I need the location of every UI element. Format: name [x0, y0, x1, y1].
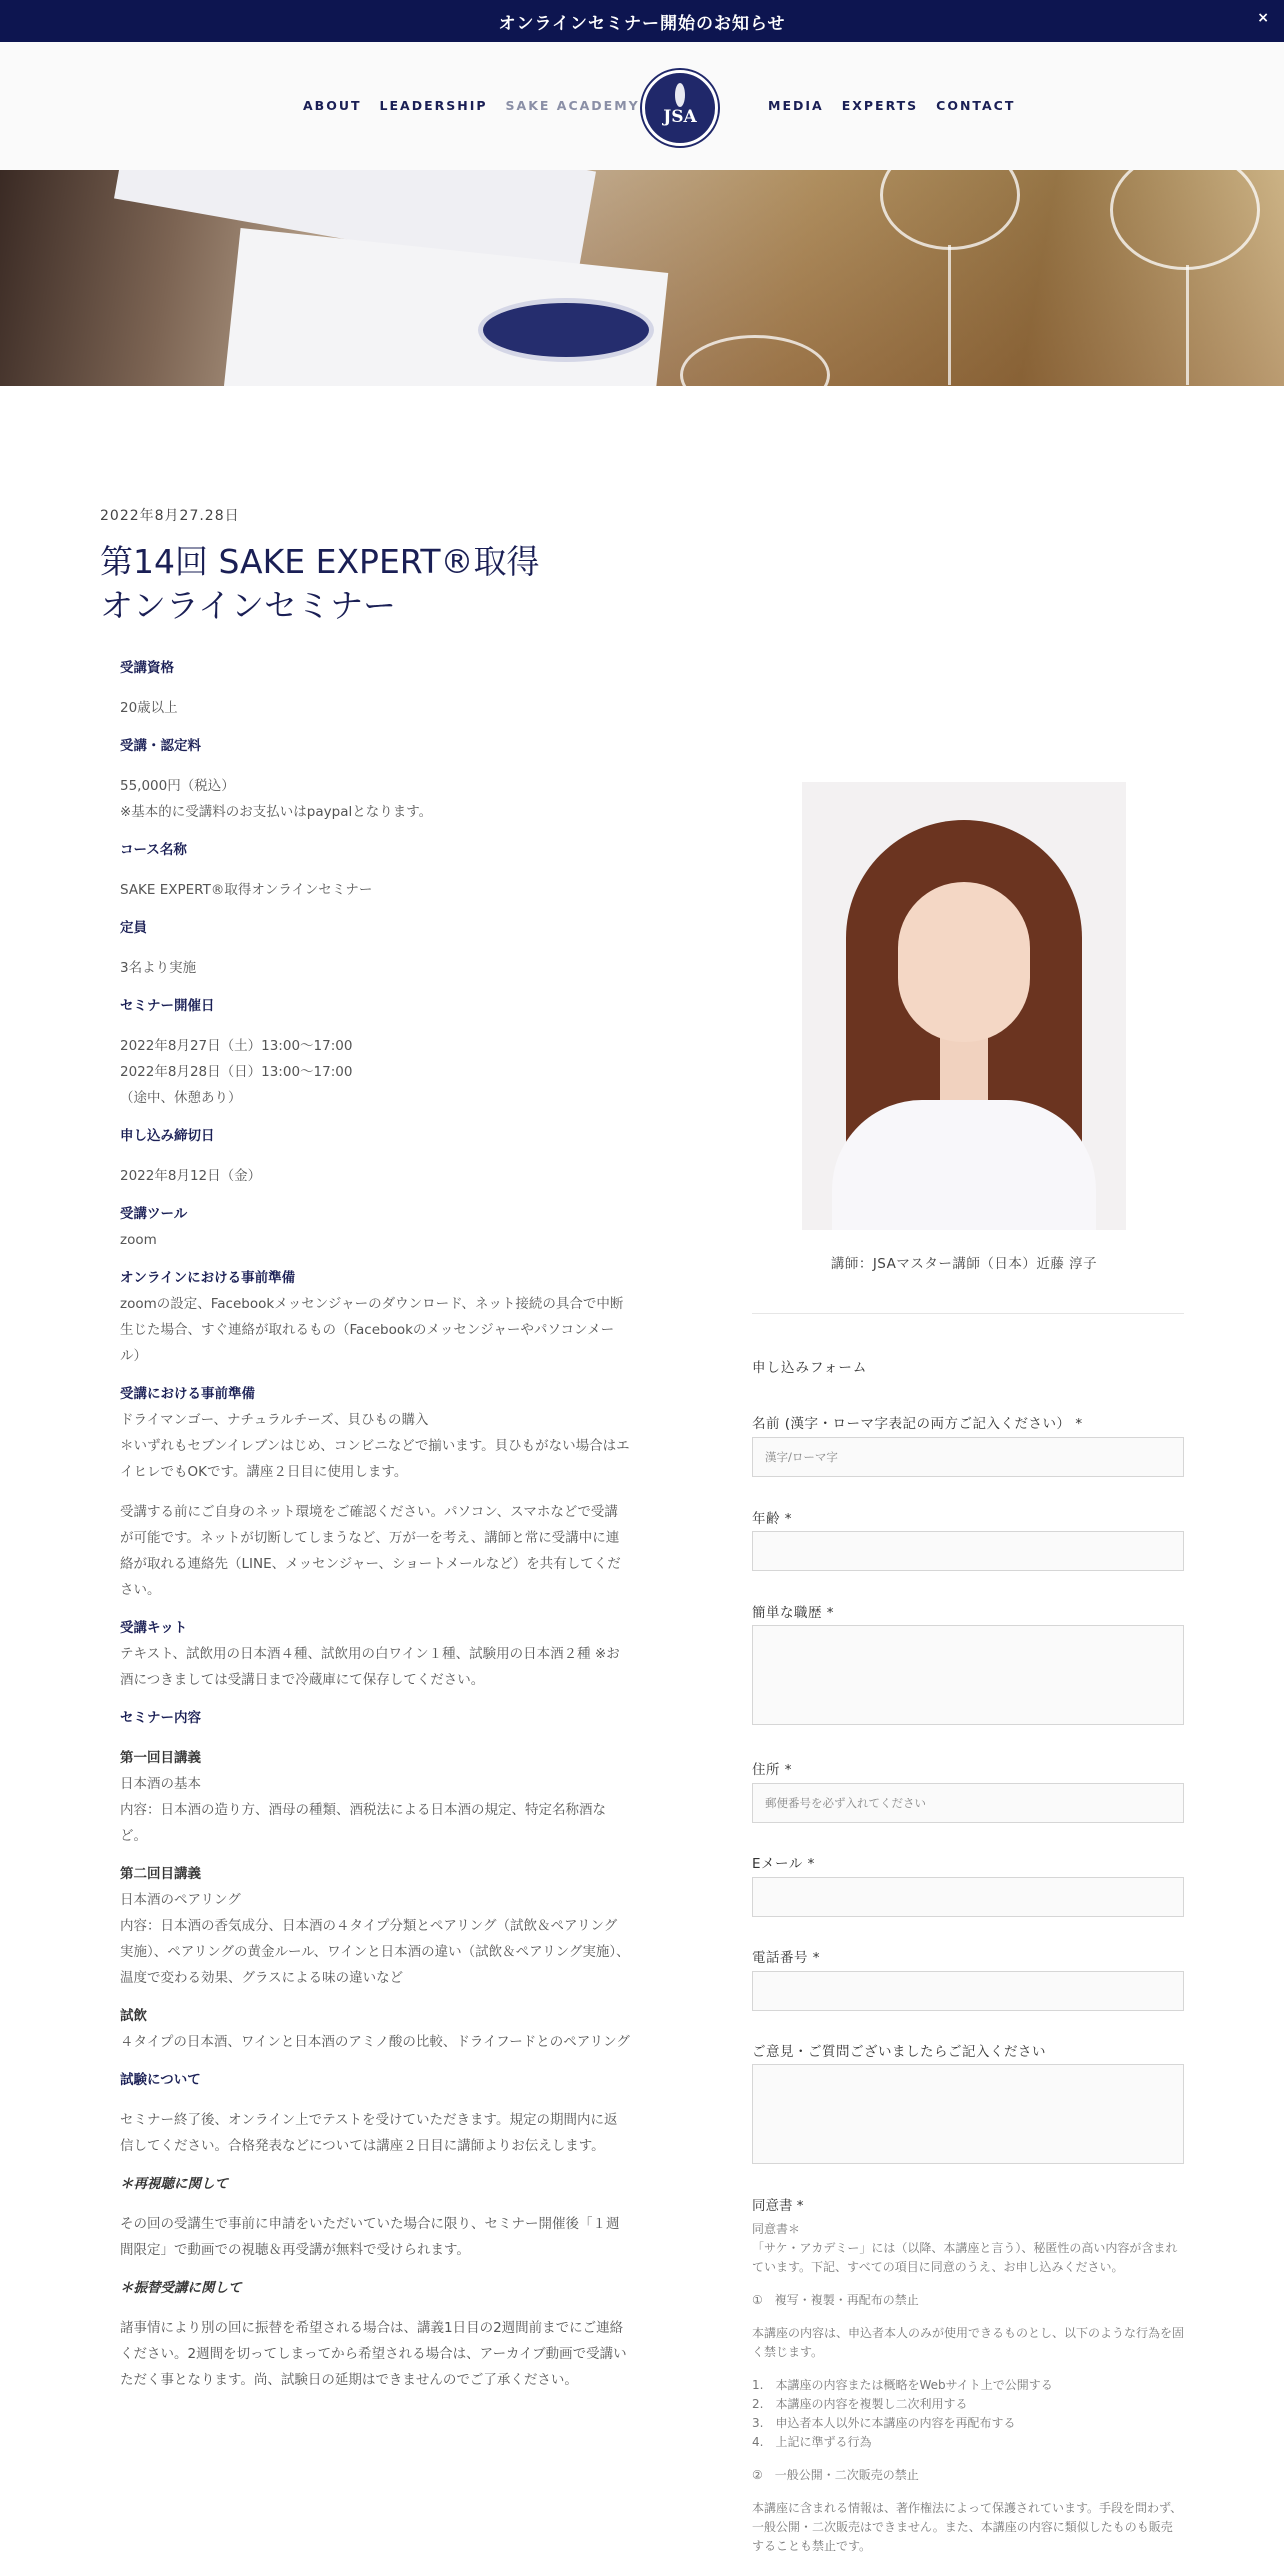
seminar-date: 2022年8月27日（土）13:00～17:00	[120, 1038, 353, 1054]
jsa-logo[interactable]	[642, 70, 718, 146]
comments-textarea[interactable]	[752, 2064, 1184, 2164]
seminar-date: 2022年8月28日（日）13:00～17:00	[120, 1064, 353, 1080]
section-heading: 試験について	[120, 2072, 201, 2088]
label-text: 名前 (漢字・ローマ字表記の両方ご記入ください）	[752, 1416, 1071, 1432]
title-line: 第14回 SAKE EXPERT®取得	[100, 542, 540, 581]
consent-list	[752, 2376, 1184, 2452]
career-textarea[interactable]	[752, 1625, 1184, 1725]
photo-face	[898, 882, 1030, 1042]
transfer: 諸事情により別の回に振替を希望される場合は、講義1日目の2週間前までにご連絡ください。2週間を切ってしまってから希望される場合は、アーカイブ動画で受講いただく事となります。尚、試験日の延期はできませんのでご了承ください。	[120, 2320, 627, 2388]
consent-block	[752, 2197, 1184, 2556]
section-heading: 申し込み締切日	[120, 1128, 215, 1144]
label-text: 同意書	[752, 2198, 793, 2214]
glass-stem	[1186, 265, 1189, 385]
fee: 55,000円（税込）	[120, 778, 235, 794]
required-mark: *	[784, 1511, 793, 1527]
course-prep: ドライマンゴー、ナチュラルチーズ、貝ひもの購入	[120, 1412, 429, 1428]
consent-body: 本講座の内容は、申込者本人のみが使用できるものとし、以下のような行為を固く禁じます。	[752, 2326, 1185, 2359]
title-line: オンラインセミナー	[100, 586, 397, 625]
required-mark: *	[812, 1950, 821, 1966]
address-field[interactable]: 郵便番号を必ず入れてください	[752, 1783, 1184, 1823]
deadline: 2022年8月12日（金）	[120, 1168, 262, 1184]
exam: セミナー終了後、オンライン上でテストを受けていただきます。規定の期間内に返信してください。合格発表などについては講座２日目に講師よりお伝えします。	[120, 2112, 618, 2154]
announcement-bar[interactable]	[0, 0, 1284, 42]
label-text: 簡単な職歴	[752, 1605, 822, 1621]
online-prep: zoomの設定、Facebookメッセンジャーのダウンロード、ネット接続の具合で中断生じた場合、すぐ連絡が取れるもの（Facebookのメッセンジャーやパソコンメール）	[120, 1296, 624, 1364]
address-label	[752, 1758, 792, 1778]
course-prep-note: ＊いずれもセブンイレブンはじめ、コンビニなどで揃います。貝ひもがない場合はエイヒレでもOKです。講座２日目に使用します。	[120, 1438, 630, 1480]
logo-text: JSA	[663, 107, 697, 127]
tasting: ４タイプの日本酒、ワインと日本酒のアミノ酸の比較、ドライフードとのペアリング	[120, 2034, 630, 2050]
nav-contact[interactable]: CONTACT	[936, 98, 1016, 113]
rice-leaf-icon	[675, 83, 685, 107]
tool: zoom	[120, 1232, 157, 1248]
sub-heading: 第一回目講義	[120, 1750, 201, 1766]
age-field[interactable]	[752, 1531, 1184, 1571]
nav-sake-academy[interactable]: SAKE ACADEMY	[505, 98, 640, 113]
eligibility: 20歳以上	[120, 700, 178, 716]
page-title	[100, 540, 620, 628]
instructor-photo	[802, 782, 1126, 1230]
section-heading: 受講資格	[120, 660, 174, 676]
list-item: 3. 申込者本人以外に本講座の内容を再配布する	[752, 2416, 1016, 2430]
section-heading: 受講ツール	[120, 1206, 188, 1222]
nav-right	[768, 98, 1015, 113]
consent-sub: 同意書＊	[752, 2222, 801, 2236]
comments-label: ご意見・ご質問ございましたらご記入ください	[752, 2044, 1046, 2060]
rewatch: その回の受講生で事前に申請をいただいていた場合に限り、セミナー開催後「１週間限定」で動画での視聴＆再受講が無料で受けられます。	[120, 2216, 620, 2258]
label-text: 電話番号	[752, 1950, 808, 1966]
site-header	[0, 42, 1284, 170]
hero-image	[0, 170, 1284, 386]
email-field[interactable]	[752, 1877, 1184, 1917]
label-text: 年齢	[752, 1511, 780, 1527]
glass-stem	[948, 245, 951, 385]
course-prep-env: 受講する前にご自身のネット環境をご確認ください。パソコン、スマホなどで受講が可能です。ネットが切断してしまうなど、万が一を考え、講師と常に受講中に連絡が取れる連絡先（LINE、メッセンジャー、ショートメールなど）を共有してください。	[120, 1504, 621, 1598]
section-heading: 受講・認定料	[120, 738, 201, 754]
list-item: 1. 本講座の内容または概略をWebサイト上で公開する	[752, 2378, 1053, 2392]
sub-heading: 第二回目講義	[120, 1866, 201, 1882]
instructor-caption: 講師：JSAマスター講師（日本）近藤 淳子	[830, 1256, 1098, 1272]
consent-label	[752, 2197, 1184, 2216]
consent-section: ① 複写・複製・再配布の禁止	[752, 2293, 919, 2307]
section-heading: 定員	[120, 920, 147, 936]
nav-leadership[interactable]: LEADERSHIP	[379, 98, 488, 113]
name-field[interactable]: 漢字/ローマ字	[752, 1437, 1184, 1477]
fee-note: ※基本的に受講料のお支払いはpaypalとなります。	[120, 804, 433, 820]
seminar-date-note: （途中、休憩あり）	[120, 1090, 242, 1106]
sub-heading: ＊振替受講に関して	[120, 2280, 242, 2296]
form-title: 申し込みフォーム	[752, 1360, 868, 1376]
required-mark: *	[796, 2198, 804, 2214]
email-label	[752, 1852, 815, 1872]
section-heading: セミナー開催日	[120, 998, 215, 1014]
nav-left	[303, 98, 640, 113]
photo-body	[832, 1100, 1096, 1230]
sub-heading: ＊再視聴に関して	[120, 2176, 228, 2192]
consent-body: 本講座に含まれる情報は、著作権法によって保護されています。手段を問わず、一般公開・二次販売はできません。また、本講座の内容に類似したものも販売することも禁止です。	[752, 2501, 1183, 2553]
section-heading: コース名称	[120, 842, 187, 858]
capacity: 3名より実施	[120, 960, 197, 976]
list-item: 4. 上記に準ずる行為	[752, 2435, 872, 2449]
section-heading: 受講キット	[120, 1620, 188, 1636]
day2-title: 日本酒のペアリング	[120, 1892, 241, 1908]
section-heading: オンラインにおける事前準備	[120, 1270, 296, 1286]
day2-body: 内容：日本酒の香気成分、日本酒の４タイプ分類とペアリング（試飲＆ペアリング実施）、ペアリングの黄金ルール、ワインと日本酒の違い（試飲＆ペアリング実施）、温度で変わる効果、グラスによる味の違いなど	[120, 1918, 630, 1986]
required-mark: *	[807, 1856, 815, 1872]
label-text: Eメール	[752, 1856, 803, 1872]
phone-label	[752, 1946, 820, 1966]
hero-emblem	[478, 298, 654, 362]
divider	[752, 1313, 1184, 1314]
required-mark: *	[1075, 1416, 1083, 1432]
post-date: 2022年8月27.28日	[100, 508, 240, 524]
close-icon[interactable]: ×	[1257, 10, 1270, 26]
announcement-text[interactable]: オンラインセミナー開始のお知らせ	[498, 13, 786, 34]
age-label	[752, 1507, 792, 1527]
course-name: SAKE EXPERT®取得オンラインセミナー	[120, 882, 373, 898]
sub-heading: 試飲	[120, 2008, 147, 2024]
section-heading: 受講における事前準備	[120, 1386, 255, 1402]
required-mark: *	[784, 1762, 793, 1778]
nav-about[interactable]: ABOUT	[303, 98, 362, 113]
label-text: 住所	[752, 1762, 780, 1778]
name-label	[752, 1412, 1083, 1432]
phone-field[interactable]	[752, 1971, 1184, 2011]
day1-title: 日本酒の基本	[120, 1776, 201, 1792]
section-heading: セミナー内容	[120, 1710, 201, 1726]
nav-media[interactable]: MEDIA	[768, 98, 824, 113]
kit: テキスト、試飲用の日本酒４種、試飲用の白ワイン１種、試験用の日本酒２種 ※お酒につきましては受講日まで冷蔵庫にて保存してください。	[120, 1646, 620, 1688]
consent-intro: 「サケ・アカデミー」には（以降、本講座と言う）、秘匿性の高い内容が含まれています。下記、すべての項目に同意のうえ、お申し込みください。	[752, 2241, 1178, 2274]
seminar-details	[120, 655, 630, 2393]
list-item: 2. 本講座の内容を複製し二次利用する	[752, 2397, 968, 2411]
day1-body: 内容：日本酒の造り方、酒母の種類、酒税法による日本酒の規定、特定名称酒など。	[120, 1802, 606, 1844]
consent-section: ② 一般公開・二次販売の禁止	[752, 2468, 919, 2482]
career-label	[752, 1601, 834, 1621]
nav-experts[interactable]: EXPERTS	[841, 98, 919, 113]
required-mark: *	[826, 1605, 835, 1621]
